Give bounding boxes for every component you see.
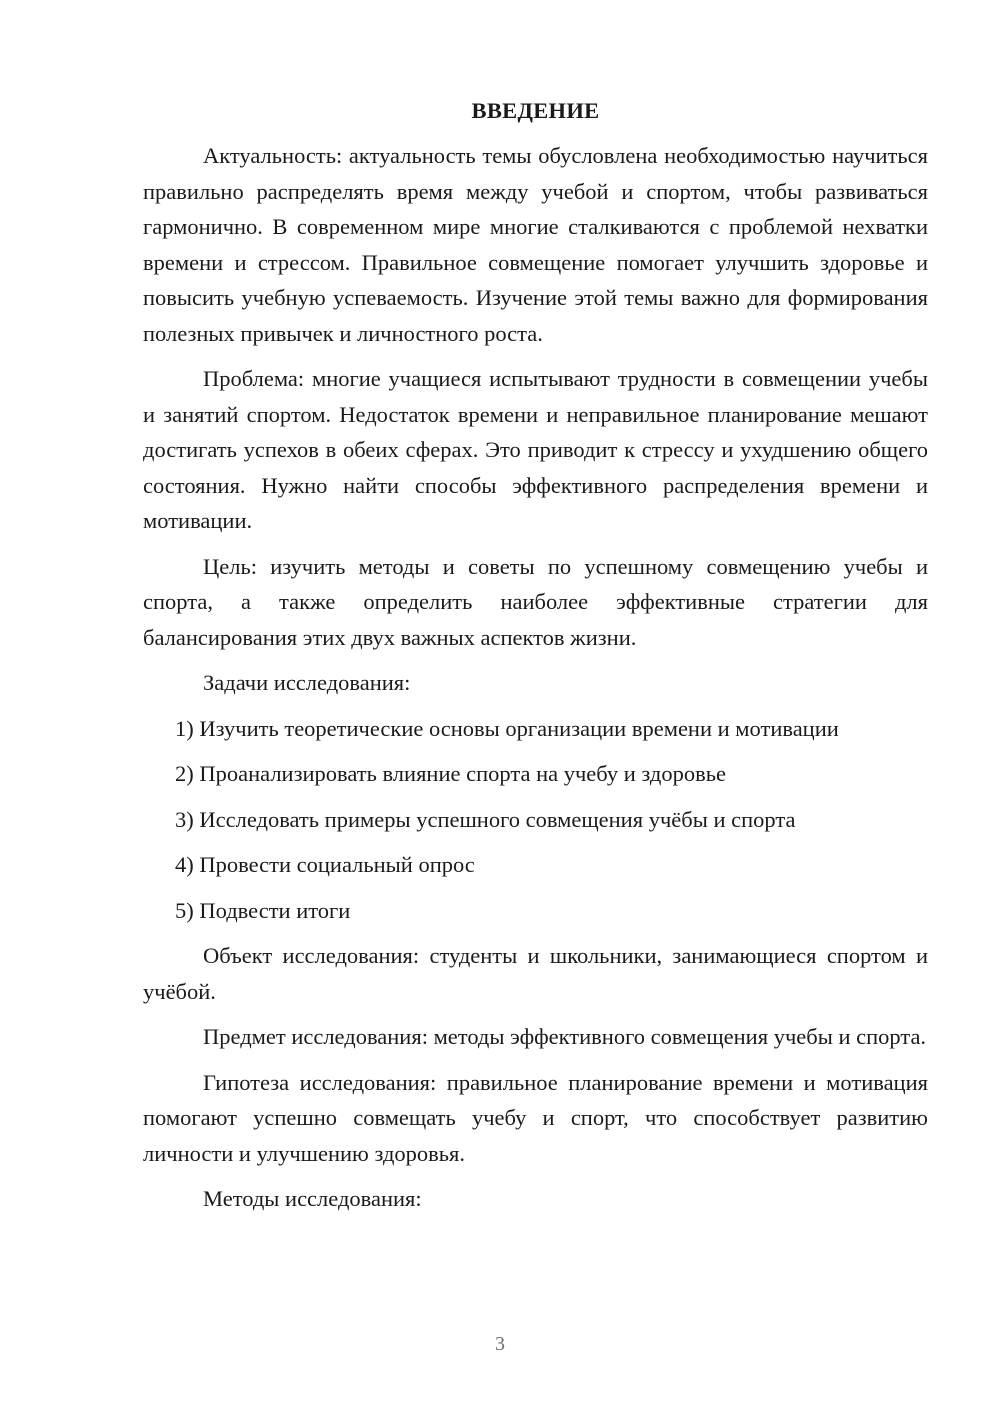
page-content xyxy=(143,96,928,1227)
task-item: 5) Подвести итоги xyxy=(175,897,351,923)
task-item: 2) Проанализировать влияние спорта на учебу и здоровье xyxy=(175,761,726,786)
page-number: 3 xyxy=(495,1333,505,1355)
task-item: 1) Изучить теоретические основы организации времени и мотивации xyxy=(175,715,839,741)
object-paragraph: Объект исследования: студенты и школьники, занимающиеся спортом и учёбой. xyxy=(143,943,928,1004)
subject-paragraph: Предмет исследования: методы эффективного совмещения учебы и спорта. xyxy=(203,1024,927,1049)
methods-title: Методы исследования: xyxy=(203,1186,422,1211)
tasks-title: Задачи исследования: xyxy=(203,670,411,695)
page-title: ВВЕДЕНИЕ xyxy=(471,98,600,123)
task-item: 4) Провести социальный опрос xyxy=(175,852,475,877)
relevance-paragraph: Актуальность: актуальность темы обусловлена необходимостью научиться правильно распределять время между учебой и спортом, чтобы развиваться гармонично. В современном мире многие сталкиваются с проблемой нехватки времени и стрессом. Правильное совмещение помогает улучшить здоровье и повысить учебную успеваемость. Изучение этой темы важно для формирования полезных привычек и личностного роста. xyxy=(143,143,928,346)
problem-paragraph: Проблема: многие учащиеся испытывают трудности в совмещении учебы и занятий спортом. Недостаток времени и неправильное планирование мешают достигать успехов в обеих сферах. Это приводит к стрессу и ухудшению общего состояния. Нужно найти способы эффективного распределения времени и мотивации. xyxy=(143,366,928,533)
hypothesis-paragraph: Гипотеза исследования: правильное планирование времени и мотивация помогают успешно совмещать учебу и спорт, что способствует развитию личности и улучшению здоровья. xyxy=(143,1069,928,1166)
goal-paragraph: Цель: изучить методы и советы по успешному совмещению учебы и спорта, а также определить наиболее эффективные стратегии для балансирования этих двух важных аспектов жизни. xyxy=(143,553,928,650)
task-item: 3) Исследовать примеры успешного совмещения учёбы и спорта xyxy=(175,806,796,832)
